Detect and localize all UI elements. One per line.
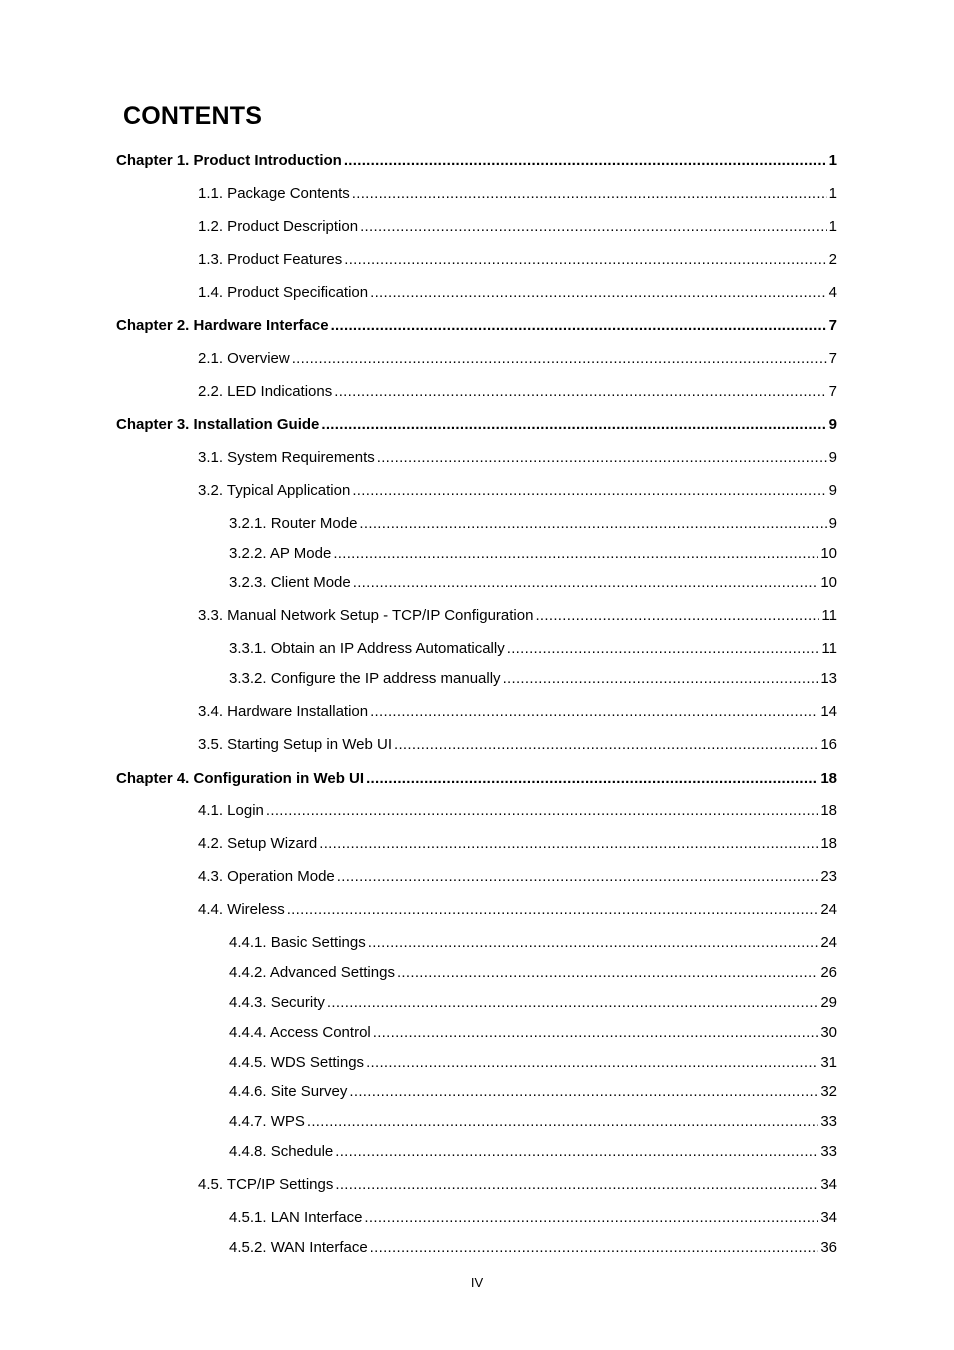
toc-dot-leader xyxy=(331,316,827,336)
toc-entry-title: 4.5.2. WAN Interface xyxy=(229,1239,368,1256)
toc-entry-page-number: 10 xyxy=(820,545,837,562)
toc-entry-title: 3.5. Starting Setup in Web UI xyxy=(198,736,392,753)
toc-entry-title: 4.3. Operation Mode xyxy=(198,868,335,885)
toc-dot-leader xyxy=(373,1023,819,1043)
toc-section-entry[interactable] xyxy=(198,184,837,204)
toc-entry-title: 4.4.2. Advanced Settings xyxy=(229,964,395,981)
toc-entry-title: 4.5.1. LAN Interface xyxy=(229,1209,363,1226)
toc-dot-leader xyxy=(292,349,827,369)
toc-entry-page-number: 16 xyxy=(820,736,837,753)
toc-dot-leader xyxy=(507,639,820,659)
toc-dot-leader xyxy=(327,993,818,1013)
toc-section-entry[interactable] xyxy=(198,801,837,821)
toc-section-entry[interactable] xyxy=(229,1208,837,1228)
toc-entry-title: 3.3. Manual Network Setup - TCP/IP Configuration xyxy=(198,607,534,624)
toc-entry-title: 4.4. Wireless xyxy=(198,901,285,918)
toc-entry-page-number: 18 xyxy=(820,770,837,787)
toc-dot-leader xyxy=(337,867,819,887)
toc-entry-page-number: 34 xyxy=(820,1176,837,1193)
toc-section-entry[interactable] xyxy=(198,382,837,402)
toc-dot-leader xyxy=(352,481,826,501)
toc-entry-page-number: 9 xyxy=(828,449,837,466)
toc-dot-leader xyxy=(344,151,827,171)
toc-section-entry[interactable] xyxy=(229,1142,837,1162)
toc-entry-title: 3.3.1. Obtain an IP Address Automatically xyxy=(229,640,505,657)
toc-dot-leader xyxy=(370,702,818,722)
toc-section-entry[interactable] xyxy=(229,993,837,1013)
toc-entry-page-number: 9 xyxy=(828,515,837,532)
toc-entry-title: 4.4.5. WDS Settings xyxy=(229,1054,365,1071)
toc-entry-page-number: 31 xyxy=(820,1054,837,1071)
toc-entry-page-number: 9 xyxy=(828,416,837,433)
toc-entry-title: 3.3.2. Configure the IP address manually xyxy=(229,670,501,687)
toc-section-entry[interactable] xyxy=(229,1082,837,1102)
toc-entry-page-number: 13 xyxy=(820,670,837,687)
toc-section-entry[interactable] xyxy=(229,1238,837,1258)
toc-entry-page-number: 4 xyxy=(828,284,837,301)
toc-section-entry[interactable] xyxy=(198,481,837,501)
toc-dot-leader xyxy=(287,900,819,920)
toc-entry-page-number: 18 xyxy=(820,835,837,852)
toc-entry-page-number: 30 xyxy=(820,1024,837,1041)
toc-entry-title: 1.3. Product Features xyxy=(198,251,343,268)
toc-entry-title: 2.2. LED Indications xyxy=(198,383,333,400)
toc-dot-leader xyxy=(334,382,826,402)
toc-entry-page-number: 24 xyxy=(820,934,837,951)
toc-entry-page-number: 1 xyxy=(828,152,837,169)
toc-dot-leader xyxy=(335,1142,818,1162)
toc-entry-title: 3.2.3. Client Mode xyxy=(229,574,351,591)
toc-section-entry[interactable] xyxy=(198,250,837,270)
page-title: CONTENTS xyxy=(123,102,263,130)
toc-section-entry[interactable] xyxy=(229,573,837,593)
toc-entry-page-number: 32 xyxy=(820,1083,837,1100)
toc-section-entry[interactable] xyxy=(229,1023,837,1043)
toc-entry-title: 3.1. System Requirements xyxy=(198,449,375,466)
toc-section-entry[interactable] xyxy=(198,349,837,369)
toc-section-entry[interactable] xyxy=(198,448,837,468)
toc-entry-page-number: 1 xyxy=(828,218,837,235)
toc-entry-page-number: 26 xyxy=(820,964,837,981)
toc-entry-page-number: 10 xyxy=(820,574,837,591)
toc-section-entry[interactable] xyxy=(229,639,837,659)
toc-entry-title: 4.4.4. Access Control xyxy=(229,1024,371,1041)
toc-dot-leader xyxy=(353,573,819,593)
toc-entry-page-number: 29 xyxy=(820,994,837,1011)
toc-section-entry[interactable] xyxy=(198,900,837,920)
toc-dot-leader xyxy=(370,283,827,303)
toc-section-entry[interactable] xyxy=(229,1053,837,1073)
toc-entry-page-number: 7 xyxy=(828,317,837,334)
toc-entry-page-number: 11 xyxy=(821,640,837,657)
toc-entry-title: Chapter 3. Installation Guide xyxy=(116,416,320,433)
toc-section-entry[interactable] xyxy=(198,283,837,303)
toc-entry-page-number: 7 xyxy=(828,383,837,400)
toc-chapter-entry[interactable] xyxy=(116,769,837,789)
toc-entry-title: 1.4. Product Specification xyxy=(198,284,369,301)
toc-dot-leader xyxy=(366,769,818,789)
toc-entry-title: 3.2.2. AP Mode xyxy=(229,545,332,562)
toc-entry-title: 4.1. Login xyxy=(198,802,264,819)
toc-entry-title: 4.4.8. Schedule xyxy=(229,1143,334,1160)
toc-dot-leader xyxy=(368,933,819,953)
page-number: IV xyxy=(470,1275,484,1290)
toc-dot-leader xyxy=(535,606,819,626)
toc-dot-leader xyxy=(344,250,826,270)
toc-chapter-entry[interactable] xyxy=(116,151,837,171)
toc-entry-title: 4.5. TCP/IP Settings xyxy=(198,1176,334,1193)
toc-section-entry[interactable] xyxy=(198,217,837,237)
toc-dot-leader xyxy=(503,669,819,689)
toc-entry-title: Chapter 1. Product Introduction xyxy=(116,152,342,169)
toc-dot-leader xyxy=(307,1112,818,1132)
toc-dot-leader xyxy=(360,217,827,237)
toc-entry-title: 4.4.6. Site Survey xyxy=(229,1083,348,1100)
toc-section-entry[interactable] xyxy=(198,1175,837,1195)
toc-dot-leader xyxy=(333,544,818,564)
toc-entry-title: 3.2. Typical Application xyxy=(198,482,351,499)
toc-dot-leader xyxy=(366,1053,818,1073)
toc-entry-page-number: 33 xyxy=(820,1143,837,1160)
toc-chapter-entry[interactable] xyxy=(116,415,837,435)
toc-entry-title: 1.2. Product Description xyxy=(198,218,359,235)
toc-entry-page-number: 24 xyxy=(820,901,837,918)
toc-entry-page-number: 2 xyxy=(828,251,837,268)
toc-entry-page-number: 33 xyxy=(820,1113,837,1130)
toc-section-entry[interactable] xyxy=(229,933,837,953)
toc-entry-page-number: 7 xyxy=(828,350,837,367)
toc-section-entry[interactable] xyxy=(229,514,837,534)
toc-dot-leader xyxy=(319,834,818,854)
toc-dot-leader xyxy=(370,1238,819,1258)
toc-entry-page-number: 1 xyxy=(828,185,837,202)
toc-entry-page-number: 14 xyxy=(820,703,837,720)
toc-section-entry[interactable] xyxy=(198,834,837,854)
toc-entry-page-number: 9 xyxy=(828,482,837,499)
toc-entry-page-number: 36 xyxy=(820,1239,837,1256)
toc-dot-leader xyxy=(377,448,827,468)
toc-entry-title: Chapter 4. Configuration in Web UI xyxy=(116,770,365,787)
toc-entry-page-number: 23 xyxy=(820,868,837,885)
toc-dot-leader xyxy=(352,184,827,204)
toc-section-entry[interactable] xyxy=(229,544,837,564)
toc-dot-leader xyxy=(394,735,818,755)
toc-dot-leader xyxy=(321,415,826,435)
toc-entry-title: 3.2.1. Router Mode xyxy=(229,515,358,532)
toc-entry-page-number: 18 xyxy=(820,802,837,819)
toc-chapter-entry[interactable] xyxy=(116,316,837,336)
toc-entry-title: 1.1. Package Contents xyxy=(198,185,350,202)
toc-entry-page-number: 34 xyxy=(820,1209,837,1226)
toc-section-entry[interactable] xyxy=(229,963,837,983)
toc-entry-page-number: 11 xyxy=(821,607,837,624)
toc-entry-title: 2.1. Overview xyxy=(198,350,290,367)
toc-section-entry[interactable] xyxy=(198,606,837,626)
toc-section-entry[interactable] xyxy=(198,735,837,755)
toc-entry-title: 4.2. Setup Wizard xyxy=(198,835,318,852)
toc-dot-leader xyxy=(335,1175,818,1195)
toc-dot-leader xyxy=(266,801,818,821)
toc-dot-leader xyxy=(359,514,826,534)
toc-section-entry[interactable] xyxy=(198,702,837,722)
toc-dot-leader xyxy=(349,1082,818,1102)
toc-entry-title: 3.4. Hardware Installation xyxy=(198,703,369,720)
toc-entry-title: 4.4.7. WPS xyxy=(229,1113,305,1130)
toc-section-entry[interactable] xyxy=(229,669,837,689)
toc-section-entry[interactable] xyxy=(229,1112,837,1132)
toc-dot-leader xyxy=(364,1208,818,1228)
toc-entry-title: 4.4.3. Security xyxy=(229,994,325,1011)
toc-entry-title: Chapter 2. Hardware Interface xyxy=(116,317,329,334)
toc-section-entry[interactable] xyxy=(198,867,837,887)
toc-dot-leader xyxy=(397,963,818,983)
toc-entry-title: 4.4.1. Basic Settings xyxy=(229,934,366,951)
